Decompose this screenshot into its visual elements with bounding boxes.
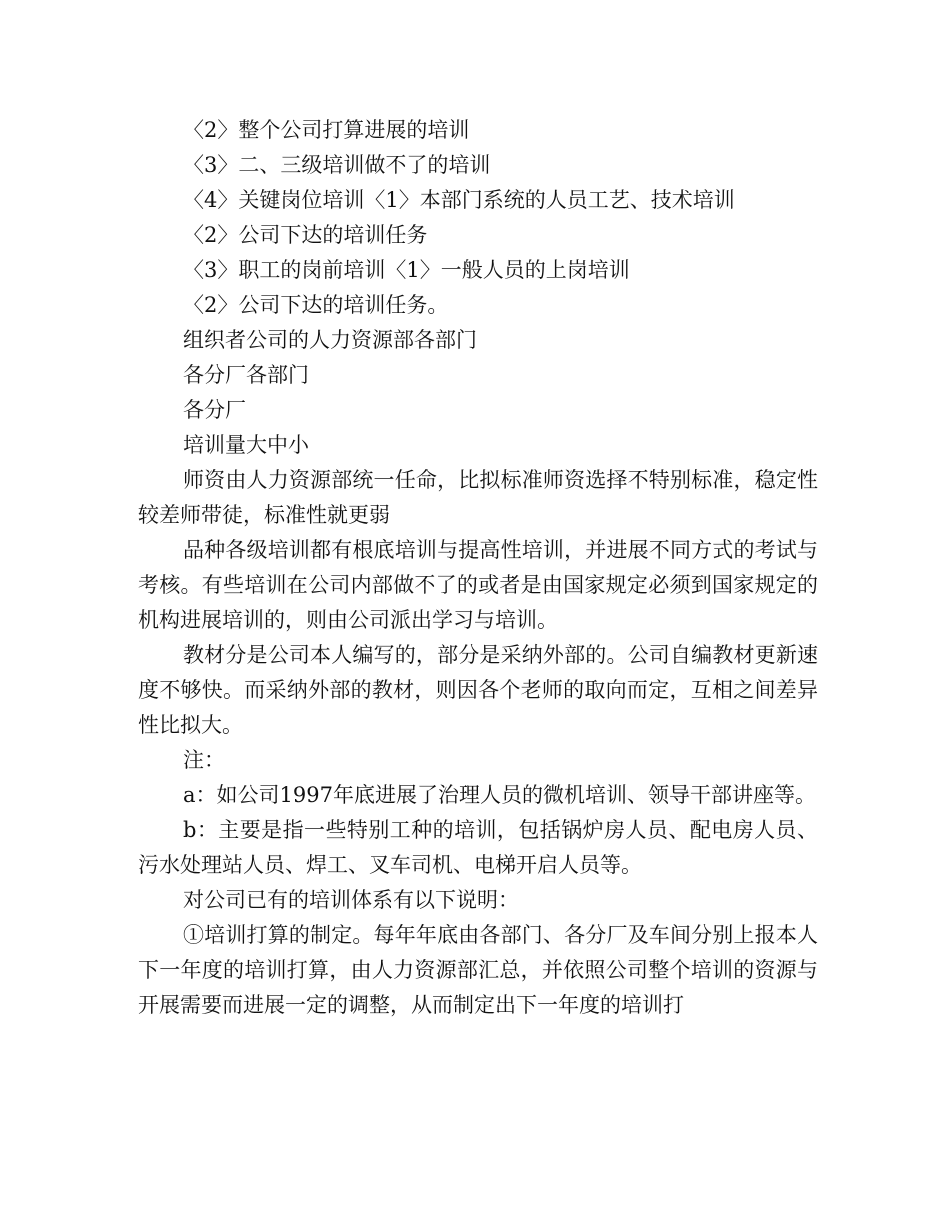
branch-departments-line: 各分厂各部门 <box>183 363 309 387</box>
branch-line: 各分厂 <box>183 398 246 422</box>
list-line-2: 〈3〉二、三级培训做不了的培训 <box>183 153 491 177</box>
paragraph-plan-formulation: ①培训打算的制定。每年年底由各部门、各分厂及车间分别上报本人下一年度的培训打算，由人力资源部汇总，并依照公司整个培训的资源与开展需要而进展一定的调整，从而制定出下一年度的培训打 <box>138 923 818 1017</box>
list-line-6: 〈2〉公司下达的培训任务。 <box>183 293 449 317</box>
paragraph-materials: 教材分是公司本人编写的，部分是采纳外部的。公司自编教材更新速度不够快。而采纳外部的教材，则因各个老师的取向而定，互相之间差异性比拟大。 <box>138 643 818 737</box>
list-line-5: 〈3〉职工的岗前培训〈1〉一般人员的上岗培训 <box>183 258 630 282</box>
paragraph-varieties: 品种各级培训都有根底培训与提高性培训，并进展不同方式的考试与考核。有些培训在公司内部做不了的或者是由国家规定必须到国家规定的机构进展培训的，则由公司派出学习与培训。 <box>138 538 818 632</box>
system-description-intro: 对公司已有的培训体系有以下说明： <box>183 888 519 912</box>
paragraph-teachers: 师资由人力资源部统一任命，比拟标准师资选择不特别标准，稳定性较差师带徒，标准性就更弱 <box>138 468 818 527</box>
note-heading: 注： <box>183 748 225 772</box>
list-line-3: 〈4〉关键岗位培训〈1〉本部门系统的人员工艺、技术培训 <box>183 188 735 212</box>
training-volume-line: 培训量大中小 <box>183 433 309 457</box>
note-a: a：如公司1997年底进展了治理人员的微机培训、领导干部讲座等。 <box>183 783 816 807</box>
list-line-4: 〈2〉公司下达的培训任务 <box>183 223 428 247</box>
document-body <box>138 113 818 1023</box>
list-line-1: 〈2〉整个公司打算进展的培训 <box>183 118 470 142</box>
organizer-line: 组织者公司的人力资源部各部门 <box>183 328 477 352</box>
note-b: b：主要是指一些特别工种的培训，包括锅炉房人员、配电房人员、污水处理站人员、焊工、叉车司机、电梯开启人员等。 <box>138 818 818 877</box>
